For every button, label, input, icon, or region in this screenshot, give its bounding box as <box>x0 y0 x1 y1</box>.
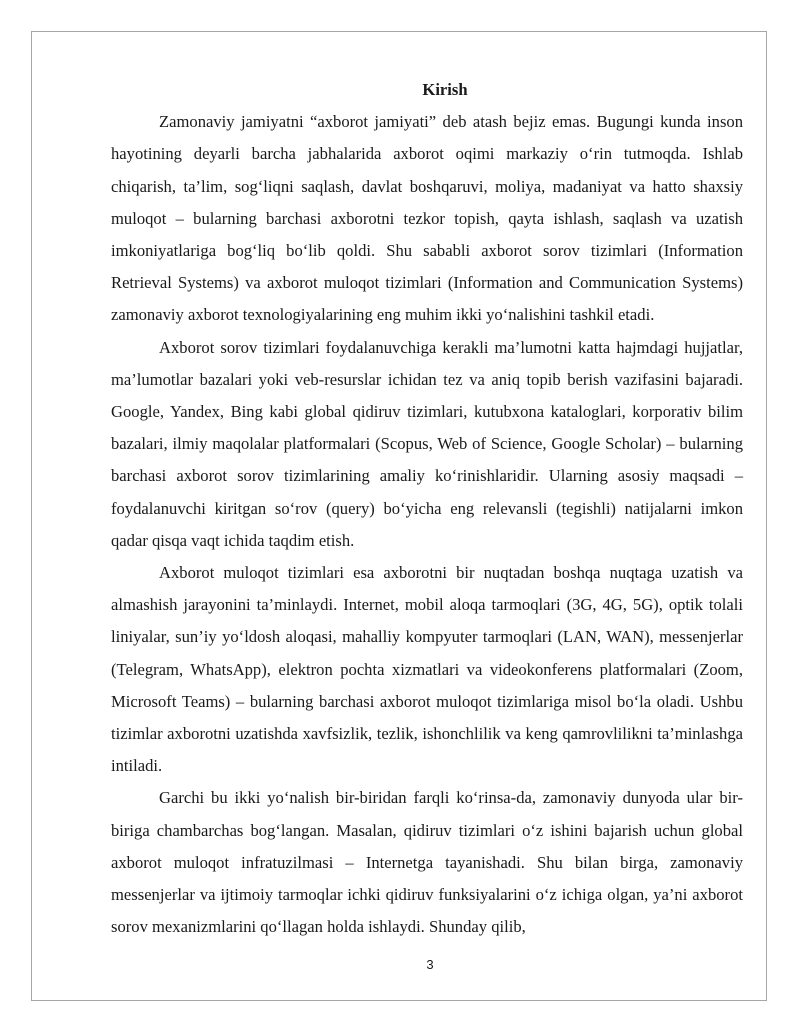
document-page <box>31 31 767 1001</box>
page-number: 3 <box>426 957 434 972</box>
paragraph-4: Garchi bu ikki yo‘nalish bir-biridan farqli ko‘rinsa-da, zamonaviy dunyoda ular bir-biriga chambarchas bog‘langan. Masalan, qidiruv tizimlari o‘z ishini bajarish uchun global axborot muloqot infratuzilmasi – Internetga tayanishadi. Shu bilan birga, zamonaviy messenjerlar va ijtimoiy tarmoqlar ichki qidiruv funksiyalarini o‘z ichiga olgan, ya’ni axborot sorov mexanizmlarini qo‘llagan holda ishlaydi. Shunday qilib, <box>111 788 743 937</box>
paragraph-2: Axborot sorov tizimlari foydalanuvchiga kerakli ma’lumotni katta hajmdagi hujjatlar, ma’lumotlar bazalari yoki veb-resurslar ichidan tez va aniq topib berish vazifasini bajaradi. Google, Yandex, Bing kabi global qidiruv tizimlari, kutubxona kataloglari, korporativ bilim bazalari, ilmiy maqolalar platformalari (Scopus, Web of Science, Google Scholar) – bularning barchasi axborot sorov tizimlarining amaliy ko‘rinishlaridir. Ularning asosiy maqsadi – foydalanuvchi kiritgan so‘rov (query) bo‘yicha eng relevansli (tegishli) natijalarni imkon qadar qisqa vaqt ichida taqdim etish. <box>111 337 743 550</box>
paragraph-1: Zamonaviy jamiyatni “axborot jamiyati” deb atash bejiz emas. Bugungi kunda inson hayotining deyarli barcha jabhalarida axborot oqimi markaziy o‘rin tutmoqda. Ishlab chiqarish, ta’lim, sog‘liqni saqlash, davlat boshqaruvi, moliya, madaniyat va hatto shaxsiy muloqot – bularning barchasi axborotni tezkor topish, qayta ishlash, saqlash va uzatish imkoniyatlariga bog‘liq bo‘lib qoldi. Shu sababli axborot sorov tizimlari (Information Retrieval Systems) va axborot muloqot tizimlari (Information and Communication Systems) zamonaviy axborot texnologiyalarining eng muhim ikki yo‘nalishini tashkil etadi. <box>111 112 743 325</box>
page-content <box>111 74 743 943</box>
section-title: Kirish <box>422 80 468 99</box>
paragraph-3: Axborot muloqot tizimlari esa axborotni bir nuqtadan boshqa nuqtaga uzatish va almashish jarayonini ta’minlaydi. Internet, mobil aloqa tarmoqlari (3G, 4G, 5G), optik tolali liniyalar, sun’iy yo‘ldosh aloqasi, mahalliy kompyuter tarmoqlari (LAN, WAN), messenjerlar (Telegram, WhatsApp), elektron pochta xizmatlari va videokonferens platformalari (Zoom, Microsoft Teams) – bularning barchasi axborot muloqot tizimlariga misol bo‘la oladi. Ushbu tizimlar axborotni uzatishda xavfsizlik, tezlik, ishonchlilik va keng qamrovlilikni ta’minlashga intiladi. <box>111 563 743 776</box>
